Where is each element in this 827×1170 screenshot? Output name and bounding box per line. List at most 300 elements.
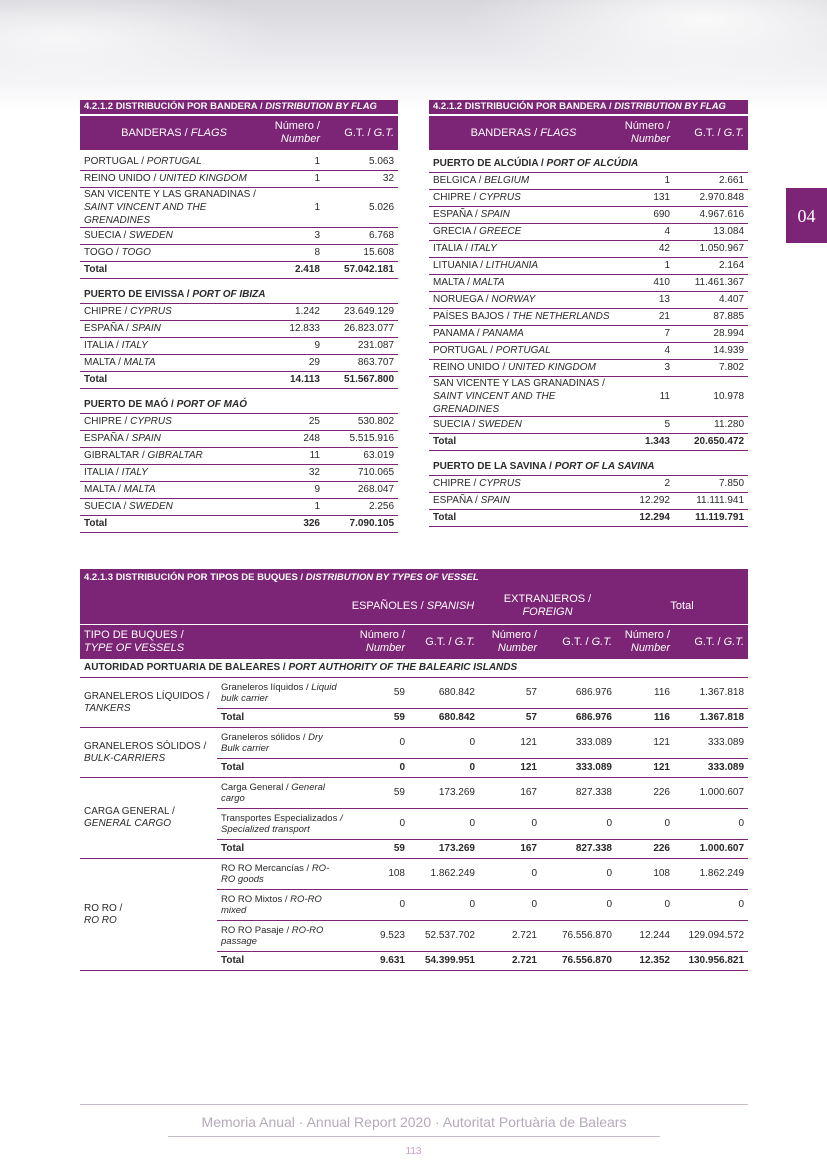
- number-es: Número /: [624, 120, 670, 132]
- vessel-value: 59: [347, 678, 409, 709]
- port-title-es: PUERTO DE ALCÚDIA /: [433, 158, 547, 169]
- subtype-en: Dry Bulk carrier: [221, 732, 323, 754]
- table-row: [429, 224, 748, 241]
- caption-en: DISTRIBUTION BY TYPES OF VESSEL: [305, 572, 479, 583]
- flag-en: LITHUANIA: [485, 260, 539, 271]
- flag-en: GREECE: [479, 226, 522, 237]
- port-title: [429, 451, 748, 476]
- port-header-row: [80, 279, 398, 304]
- total-row: [429, 510, 748, 527]
- flag-gt: 1.050.967: [674, 241, 748, 258]
- vessel-value: 9.523: [347, 921, 409, 952]
- port-title: [80, 279, 398, 304]
- authority-title: [80, 659, 748, 678]
- table-row: [429, 258, 748, 275]
- authority-es: AUTORIDAD PORTUARIA DE BALEARES /: [84, 662, 289, 673]
- caption-es: 4.2.1.3 DISTRIBUCIÓN POR TIPOS DE BUQUES /: [84, 572, 306, 583]
- total-label: Total: [80, 516, 268, 533]
- total-label: Total: [217, 840, 347, 859]
- table-row: [80, 465, 398, 482]
- flag-name: [80, 321, 268, 338]
- table-row: [429, 241, 748, 258]
- flag-number: 29: [268, 355, 324, 372]
- flag-es: ESPAÑA /: [433, 209, 481, 220]
- total-value: 2.721: [479, 952, 541, 971]
- flag-es: CHIPRE /: [433, 478, 480, 489]
- total-gt: 11.119.791: [674, 510, 748, 527]
- vessel-row: [80, 678, 748, 709]
- flag-en: SWEDEN: [129, 230, 173, 241]
- total-value: 686.976: [541, 709, 616, 728]
- flag-en: CYPRUS: [479, 192, 521, 203]
- flag-gt: 268.047: [324, 482, 398, 499]
- vessel-value: 129.094.572: [674, 921, 748, 952]
- flag-es: SUECIA /: [84, 501, 130, 512]
- flag-name: [429, 417, 618, 434]
- vessel-value: 121: [479, 728, 541, 759]
- flag-name: [429, 224, 618, 241]
- flag-es: GRECIA /: [433, 226, 480, 237]
- flag-number: 4: [618, 224, 674, 241]
- column-header-row: [80, 625, 748, 660]
- subtype-en: RO-RO mixed: [221, 894, 322, 916]
- flag-number: 25: [268, 414, 324, 431]
- flag-en: CYPRUS: [130, 306, 172, 317]
- flag-number: 2: [618, 476, 674, 493]
- total-value: 333.089: [541, 759, 616, 778]
- vessel-value: 76.556.870: [541, 921, 616, 952]
- flag-en: SPAIN: [480, 209, 510, 220]
- foreign-header: [479, 588, 616, 625]
- flag-number: 3: [618, 360, 674, 377]
- subtype-es: Graneleros sólidos /: [221, 732, 309, 743]
- table-row: [80, 414, 398, 431]
- vessel-row: [80, 728, 748, 759]
- flag-es: MALTA /: [84, 484, 124, 495]
- flag-name: [429, 360, 618, 377]
- flag-en: ITALY: [121, 340, 148, 351]
- flag-number: 7: [618, 326, 674, 343]
- vessel-value: 167: [479, 778, 541, 809]
- port-title-es: PUERTO DE MAÓ /: [84, 399, 177, 410]
- subtype-en: General cargo: [221, 782, 326, 804]
- flag-es: SUECIA /: [84, 230, 130, 241]
- header-row: [429, 115, 748, 150]
- flag-en: ITALY: [470, 243, 497, 254]
- number-header: [618, 115, 674, 150]
- vessel-value: 0: [479, 890, 541, 921]
- footer: [80, 1104, 748, 1137]
- total-label: Total: [80, 372, 268, 389]
- flag-name: [429, 275, 618, 292]
- table-row: [429, 326, 748, 343]
- number-es: Número /: [491, 629, 537, 641]
- flag-gt: 87.885: [674, 309, 748, 326]
- flag-name: [429, 241, 618, 258]
- port-title-en: PORT OF ALCÚDIA: [546, 158, 639, 169]
- flag-es: ITALIA /: [433, 243, 471, 254]
- total-label: Total: [217, 759, 347, 778]
- vessel-subtype: [217, 859, 347, 890]
- flag-name: [80, 499, 268, 516]
- flag-name: [429, 343, 618, 360]
- vessel-value: 1.862.249: [674, 859, 748, 890]
- flag-en: ITALY: [121, 467, 148, 478]
- spanish-en: SPANISH: [426, 599, 475, 612]
- flag-es: NORUEGA /: [433, 294, 492, 305]
- flag-name: [80, 448, 268, 465]
- subtype-en: Liquid bulk carrier: [221, 682, 337, 704]
- flag-gt: 15.608: [324, 245, 398, 262]
- flag-number: 12.833: [268, 321, 324, 338]
- flag-gt: 5.063: [324, 154, 398, 171]
- authority-row: [80, 659, 748, 678]
- flag-es: PAÍSES BAJOS /: [433, 311, 513, 322]
- flag-es: BELGICA /: [433, 175, 485, 186]
- header-row: [80, 115, 398, 150]
- group-es: RO RO /: [84, 902, 123, 914]
- vessel-value: 0: [541, 890, 616, 921]
- flag-en: PORTUGAL: [495, 345, 551, 356]
- port-title-en: PORT OF LA SAVINA: [554, 461, 655, 472]
- total-value: 167: [479, 840, 541, 859]
- flag-es: ESPAÑA /: [84, 433, 132, 444]
- section-tab-label: 04: [797, 206, 816, 226]
- number-en: Number: [280, 133, 320, 145]
- spanish-es: ESPAÑOLES /: [351, 599, 427, 612]
- caption-row: [80, 100, 398, 115]
- flag-gt: 5.026: [324, 188, 398, 228]
- total-value: 54.399.951: [409, 952, 479, 971]
- group-es: CARGA GENERAL /: [84, 806, 175, 817]
- vessel-value: 0: [541, 809, 616, 840]
- flag-name: [429, 190, 618, 207]
- vessel-types-table: [80, 569, 748, 971]
- gt-es: G.T. /: [694, 127, 724, 139]
- vessel-value: 333.089: [541, 728, 616, 759]
- total-value: 333.089: [674, 759, 748, 778]
- flag-gt: 4.407: [674, 292, 748, 309]
- flag-name: [429, 292, 618, 309]
- flag-en: GIBRALTAR: [147, 450, 203, 461]
- vessel-value: 108: [347, 859, 409, 890]
- flag-name: [80, 482, 268, 499]
- vessel-value: 1.000.607: [674, 778, 748, 809]
- flag-en: MALTA: [123, 484, 156, 495]
- flag-es: CHIPRE /: [433, 192, 480, 203]
- vessel-value: 59: [347, 778, 409, 809]
- vessel-group-name: [80, 778, 217, 859]
- subtype-es: RO RO Mixtos /: [221, 894, 291, 905]
- vessel-value: 0: [409, 809, 479, 840]
- subtype-es: RO RO Mercancías /: [221, 863, 312, 874]
- total-row: [80, 372, 398, 389]
- vessel-value: 121: [616, 728, 674, 759]
- vessel-row: [80, 859, 748, 890]
- page-number: 113: [405, 1146, 422, 1157]
- total-row: [80, 262, 398, 279]
- caption-en: DISTRIBUTION BY FLAG: [265, 101, 377, 112]
- flag-gt: 11.280: [674, 417, 748, 434]
- vessel-subtype: [217, 890, 347, 921]
- flag-gt: 7.850: [674, 476, 748, 493]
- flag-name: [429, 377, 618, 417]
- total-number: 12.294: [618, 510, 674, 527]
- flag-en: BELGIUM: [484, 175, 530, 186]
- flag-name: [80, 355, 268, 372]
- port-header-row: [80, 389, 398, 414]
- table-row: [80, 355, 398, 372]
- flag-es: LITUANIA /: [433, 260, 486, 271]
- total-header-text: Total: [670, 599, 694, 612]
- table-row: [429, 275, 748, 292]
- authority-en: PORT AUTHORITY OF THE BALEARIC ISLANDS: [288, 662, 518, 673]
- total-number: 2.418: [268, 262, 324, 279]
- flag-number: 1: [618, 258, 674, 275]
- flag-en: PANAMA: [482, 328, 524, 339]
- gt-header: [674, 115, 748, 150]
- flag-gt: 710.065: [324, 465, 398, 482]
- flag-en: SWEDEN: [129, 501, 173, 512]
- flag-gt: 10.978: [674, 377, 748, 417]
- vessel-value: 680.842: [409, 678, 479, 709]
- table-row: [429, 292, 748, 309]
- total-gt: 51.567.800: [324, 372, 398, 389]
- vessel-value: 0: [616, 809, 674, 840]
- total-value: 116: [616, 709, 674, 728]
- total-row: [429, 434, 748, 451]
- flags-en: FLAGS: [540, 127, 577, 139]
- flag-number: 11: [268, 448, 324, 465]
- subtype-es: RO RO Pasaje /: [221, 925, 292, 936]
- vessel-value: 52.537.702: [409, 921, 479, 952]
- flag-number: 1: [268, 171, 324, 188]
- flag-table-left: [80, 100, 398, 533]
- flag-name: [429, 309, 618, 326]
- flag-number: 9: [268, 338, 324, 355]
- total-number: 14.113: [268, 372, 324, 389]
- flag-name: [80, 414, 268, 431]
- total-value: 59: [347, 709, 409, 728]
- flag-es: ITALIA /: [84, 467, 122, 478]
- port-title: [80, 389, 398, 414]
- flags-es: BANDERAS /: [121, 127, 191, 139]
- vessel-value: 0: [409, 890, 479, 921]
- flag-en: SPAIN: [131, 323, 161, 334]
- flags-header: [80, 115, 268, 150]
- flag-name: [80, 171, 268, 188]
- table-row: [80, 171, 398, 188]
- total-value: 827.338: [541, 840, 616, 859]
- total-value: 680.842: [409, 709, 479, 728]
- gt-es: G.T. /: [344, 127, 374, 139]
- flag-es: REINO UNIDO /: [433, 362, 509, 373]
- flag-en: CYPRUS: [130, 416, 172, 427]
- type-header: [80, 625, 347, 660]
- flag-name: [429, 493, 618, 510]
- flag-en: THE NETHERLANDS: [512, 311, 610, 322]
- vessel-value: 686.976: [541, 678, 616, 709]
- port-title: [429, 150, 748, 173]
- table-row: [80, 499, 398, 516]
- flag-number: 9: [268, 482, 324, 499]
- type-en: TYPE OF VESSELS: [84, 642, 185, 654]
- vessel-value: 0: [616, 890, 674, 921]
- flag-gt: 63.019: [324, 448, 398, 465]
- number-es: Número /: [624, 629, 670, 641]
- table-row: [80, 188, 398, 228]
- vessel-value: 0: [347, 890, 409, 921]
- vessel-value: 0: [674, 890, 748, 921]
- total-value: 57: [479, 709, 541, 728]
- table-row: [429, 417, 748, 434]
- total-row: [80, 516, 398, 533]
- header-background: [0, 0, 827, 110]
- table-row: [80, 338, 398, 355]
- flag-en: SAINT VINCENT AND THE GRENADINES: [84, 202, 207, 226]
- vessel-value: 0: [479, 859, 541, 890]
- table-row: [80, 154, 398, 171]
- flag-gt: 2.164: [674, 258, 748, 275]
- blank-header: [80, 588, 347, 625]
- flag-gt: 4.967.616: [674, 207, 748, 224]
- flags-en: FLAGS: [190, 127, 227, 139]
- total-gt: 57.042.181: [324, 262, 398, 279]
- flag-number: 32: [268, 465, 324, 482]
- flag-es: TOGO /: [84, 247, 122, 258]
- caption-es: 4.2.1.2 DISTRIBUCIÓN POR BANDERA /: [84, 101, 266, 112]
- total-value: 121: [616, 759, 674, 778]
- flag-name: [80, 304, 268, 321]
- flag-es: SAN VICENTE Y LAS GRANADINAS /: [84, 189, 256, 200]
- table-row: [429, 207, 748, 224]
- flag-number: 1: [268, 154, 324, 171]
- vessel-value: 57: [479, 678, 541, 709]
- foreign-es: EXTRANJEROS /: [503, 593, 592, 605]
- total-label: Total: [80, 262, 268, 279]
- flag-number: 1: [618, 173, 674, 190]
- flag-name: [80, 338, 268, 355]
- group-en: RO RO: [84, 914, 117, 926]
- total-header: [616, 588, 748, 625]
- number-en: Number: [365, 642, 405, 654]
- total-label: Total: [429, 510, 618, 527]
- total-value: 130.956.821: [674, 952, 748, 971]
- caption-row: [80, 569, 748, 588]
- flag-en: SPAIN: [480, 495, 510, 506]
- flag-gt: 11.111.941: [674, 493, 748, 510]
- port-header-row: [429, 451, 748, 476]
- gt-en: G.T.: [723, 127, 745, 139]
- group-en: TANKERS: [84, 702, 131, 714]
- footer-text: Memoria Anual · Annual Report 2020 · Autoritat Portuària de Balears: [201, 1114, 627, 1130]
- total-number: 1.343: [618, 434, 674, 451]
- flag-en: SAINT VINCENT AND THE GRENADINES: [433, 391, 556, 415]
- number-header: [268, 115, 324, 150]
- flag-table-right: [429, 100, 748, 527]
- vessel-subtype: [217, 921, 347, 952]
- vessel-value: 0: [347, 809, 409, 840]
- flag-name: [429, 258, 618, 275]
- total-value: 9.631: [347, 952, 409, 971]
- flag-name: [429, 326, 618, 343]
- subtype-en: RO-RO passage: [221, 925, 324, 947]
- flag-gt: 14.939: [674, 343, 748, 360]
- table-row: [429, 190, 748, 207]
- caption-row: [429, 100, 748, 115]
- number-en: Number: [630, 133, 670, 145]
- vessel-subtype: [217, 678, 347, 709]
- table-row: [80, 482, 398, 499]
- flag-name: [80, 228, 268, 245]
- flag-number: 1: [268, 188, 324, 228]
- flag-es: SUECIA /: [433, 419, 479, 430]
- flag-number: 12.292: [618, 493, 674, 510]
- gt-es: G.T. /: [562, 635, 592, 648]
- number-es: Número /: [274, 120, 320, 132]
- port-title-es: PUERTO DE EIVISSA /: [84, 289, 193, 300]
- total-gt: 20.650.472: [674, 434, 748, 451]
- flag-en: NORWAY: [491, 294, 536, 305]
- table-row: [80, 448, 398, 465]
- flag-en: MALTA: [472, 277, 505, 288]
- flag-en: MALTA: [123, 357, 156, 368]
- flag-number: 11: [618, 377, 674, 417]
- table-caption: [80, 569, 748, 588]
- flag-es: SAN VICENTE Y LAS GRANADINAS /: [433, 378, 605, 389]
- flag-number: 410: [618, 275, 674, 292]
- flag-number: 1: [268, 499, 324, 516]
- flag-number: 8: [268, 245, 324, 262]
- flag-gt: 2.256: [324, 499, 398, 516]
- total-value: 0: [347, 759, 409, 778]
- gt-en: G.T.: [373, 127, 395, 139]
- flag-es: MALTA /: [433, 277, 473, 288]
- table-row: [80, 245, 398, 262]
- table-caption: [429, 100, 748, 115]
- flag-es: CHIPRE /: [84, 306, 131, 317]
- footer-divider: [168, 1136, 660, 1137]
- flag-es: CHIPRE /: [84, 416, 131, 427]
- table-row: [80, 228, 398, 245]
- flag-name: [80, 245, 268, 262]
- flag-name: [80, 188, 268, 228]
- group-es: GRANELEROS SÓLIDOS /: [84, 740, 207, 752]
- vessel-subtype: [217, 778, 347, 809]
- flag-name: [80, 154, 268, 171]
- flag-number: 4: [618, 343, 674, 360]
- number-header: [479, 625, 541, 660]
- vessel-value: 108: [616, 859, 674, 890]
- flag-gt: 530.802: [324, 414, 398, 431]
- gt-header: [541, 625, 616, 660]
- flag-gt: 32: [324, 171, 398, 188]
- number-en: Number: [497, 642, 537, 654]
- type-es: TIPO DE BUQUES /: [84, 629, 184, 641]
- foreign-en: FOREIGN: [522, 606, 573, 618]
- flag-number: 690: [618, 207, 674, 224]
- flag-number: 131: [618, 190, 674, 207]
- port-header-row: [429, 150, 748, 173]
- table-row: [80, 321, 398, 338]
- vessel-row: [80, 778, 748, 809]
- flag-en: SPAIN: [131, 433, 161, 444]
- port-title-en: PORT OF IBIZA: [192, 289, 266, 300]
- vessel-value: 2.721: [479, 921, 541, 952]
- table-row: [429, 173, 748, 190]
- gt-en: G.T.: [591, 635, 612, 648]
- flag-name: [80, 431, 268, 448]
